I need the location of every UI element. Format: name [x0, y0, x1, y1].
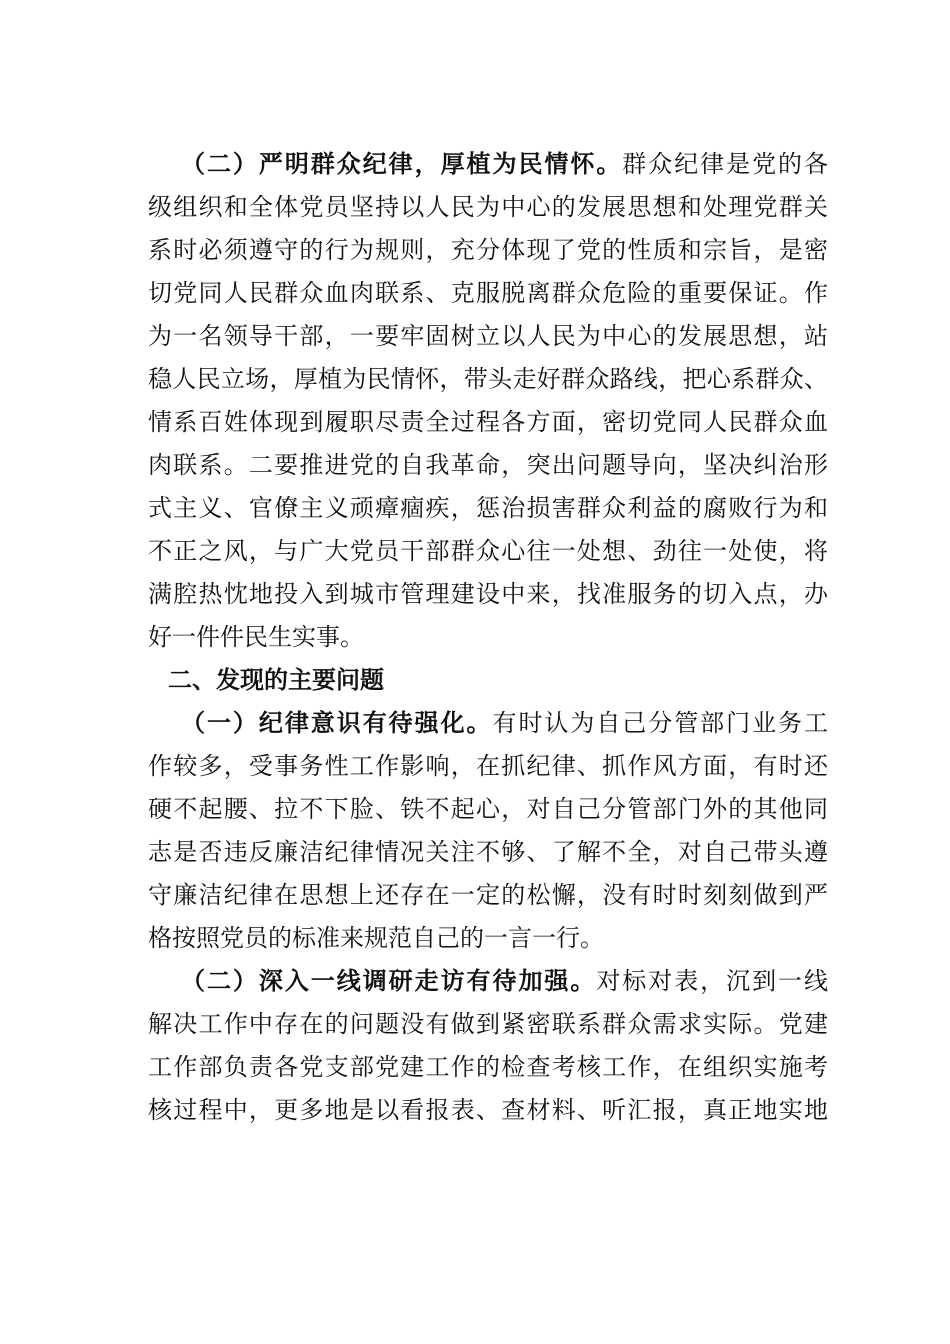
paragraph-line: 作较多，受事务性工作影响，在抓纪律、抓作风方面，有时还: [148, 752, 828, 780]
paragraph-lead: （二）严明群众纪律，厚植为民情怀。: [181, 150, 623, 178]
section-heading: 二、发现的主要问题: [168, 666, 384, 694]
paragraph-lead: （二）深入一线调研走访有待加强。: [181, 967, 597, 995]
paragraph-line: 硬不起腰、拉不下脸、铁不起心，对自己分管部门外的其他同: [148, 795, 828, 823]
paragraph-text: 对标对表，沉到一线: [596, 967, 829, 995]
paragraph-line: 级组织和全体党员坚持以人民为中心的发展思想和处理党群关: [148, 193, 828, 221]
paragraph-line: 稳人民立场，厚植为民情怀，带头走好群众路线，把心系群众、: [148, 365, 828, 393]
paragraph-line: 守廉洁纪律在思想上还存在一定的松懈，没有时时刻刻做到严: [148, 881, 828, 909]
paragraph-line: 式主义、官僚主义顽瘴痼疾，惩治损害群众利益的腐败行为和: [148, 494, 828, 522]
paragraph-line: 工作部负责各党支部党建工作的检查考核工作，在组织实施考: [148, 1053, 828, 1081]
paragraph-line: 核过程中，更多地是以看报表、查材料、听汇报，真正地实地: [148, 1096, 828, 1124]
paragraph-line: 情系百姓体现到履职尽责全过程各方面，密切党同人民群众血: [148, 408, 828, 436]
paragraph-line: [181, 702, 828, 745]
paragraph-line: [181, 960, 828, 1003]
paragraph-line: 解决工作中存在的问题没有做到紧密联系群众需求实际。党建: [148, 1010, 828, 1038]
paragraph-line: 满腔热忱地投入到城市管理建设中来，找准服务的切入点，办: [148, 580, 828, 608]
paragraph-line: 肉联系。二要推进党的自我革命，突出问题导向，坚决纠治形: [148, 451, 828, 479]
paragraph-lead: （一）纪律意识有待强化。: [181, 709, 493, 737]
paragraph-line: 格按照党员的标准来规范自己的一言一行。: [148, 924, 604, 952]
paragraph-line: 志是否违反廉洁纪律情况关注不够、了解不全，对自己带头遵: [148, 838, 828, 866]
paragraph-line: 不正之风，与广大党员干部群众心往一处想、劲往一处使，将: [148, 537, 828, 565]
paragraph-line: 系时必须遵守的行为规则，充分体现了党的性质和宗旨，是密: [148, 236, 828, 264]
paragraph-line: 切党同人民群众血肉联系、克服脱离群众危险的重要保证。作: [148, 279, 828, 307]
paragraph-text: 群众纪律是党的各: [622, 150, 829, 178]
paragraph-line: [181, 143, 828, 186]
paragraph-line: 好一件件民生实事。: [148, 623, 364, 651]
paragraph-line: 为一名领导干部，一要牢固树立以人民为中心的发展思想，站: [148, 322, 828, 350]
paragraph-text: 有时认为自己分管部门业务工: [492, 709, 828, 737]
